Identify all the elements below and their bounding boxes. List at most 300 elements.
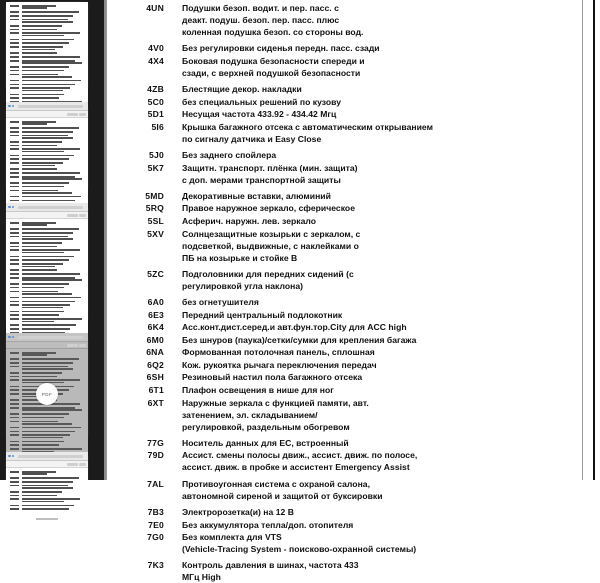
- code-entry: [124, 384, 558, 396]
- entry-code: 6E3: [148, 309, 164, 320]
- entry-description-line: Контроль давления в шинах, частота 433: [182, 560, 359, 571]
- code-entry: [124, 121, 558, 145]
- code-entry: [124, 83, 558, 95]
- entry-description-line: деакт. подуш. безоп. пер. пасс. плюс: [182, 15, 340, 26]
- thumbnail-text-row: [10, 11, 84, 13]
- thumbnail-page-1[interactable]: [6, 2, 88, 93]
- thumbnail-text-row: [10, 15, 84, 17]
- code-entry: [124, 506, 558, 518]
- thumbnail-line-glyph: [22, 372, 84, 374]
- thumbnail-code-glyph: [10, 121, 19, 123]
- thumbnail-code-glyph: [10, 5, 19, 7]
- thumbnail-line-glyph: [22, 471, 84, 476]
- thumbnail-code-glyph: [10, 200, 19, 202]
- thumbnail-text-row: [10, 495, 84, 497]
- thumbnail-code-glyph: [10, 498, 19, 500]
- thumbnail-code-glyph: [10, 328, 19, 330]
- entry-description: [182, 268, 558, 292]
- thumbnail-text-row: [10, 182, 84, 184]
- thumbnail-line-glyph: [22, 498, 84, 503]
- thumbnail-line-glyph: [22, 259, 84, 261]
- thumbnail-line-glyph: [22, 121, 84, 126]
- thumbnail-line-glyph: [22, 186, 84, 188]
- thumbnail-line-glyph: [22, 236, 84, 241]
- thumbnail-text-row: [10, 417, 84, 419]
- code-entry: [124, 346, 558, 358]
- thumbnail-code-glyph: [10, 135, 19, 137]
- thumbnail-text-row: [10, 358, 84, 360]
- thumbnail-text-row: [10, 127, 84, 129]
- entry-description-line: Блестящие декор. накладки: [182, 84, 302, 95]
- entry-code: 4X4: [148, 55, 164, 66]
- thumbnail-text-row: [10, 70, 84, 72]
- thumbnail-line-glyph: [22, 25, 84, 27]
- thumbnail-text-row: [10, 477, 84, 479]
- thumbnail-code-glyph: [10, 11, 19, 13]
- thumbnail-code-glyph: [10, 232, 19, 234]
- thumbnail-code-glyph: [10, 25, 19, 27]
- thumbnail-line-glyph: [22, 431, 84, 433]
- thumbnail-code-glyph: [10, 441, 19, 443]
- thumbnail-text-row: [10, 19, 84, 24]
- thumbnail-line-glyph: [22, 246, 84, 248]
- entry-description-line: МГц High: [182, 572, 221, 583]
- entry-description: [182, 506, 558, 518]
- entry-description: [182, 202, 558, 214]
- entry-code: 7E0: [148, 519, 164, 530]
- thumbnail-code-glyph: [10, 407, 19, 409]
- entry-description: [182, 42, 558, 54]
- thumbnail-line-glyph: [22, 32, 84, 37]
- code-entry: [124, 334, 558, 346]
- thumbnail-text-row: [10, 121, 84, 126]
- code-entry: [124, 449, 558, 473]
- thumbnail-toolbar: [6, 212, 88, 219]
- thumbnail-line-glyph: [22, 297, 84, 299]
- entry-description: [182, 449, 558, 473]
- thumbnail-text-row: [10, 162, 84, 167]
- thumbnail-line-glyph: [22, 158, 84, 160]
- thumbnail-code-glyph: [10, 291, 19, 293]
- thumbnail-text-row: [10, 32, 84, 37]
- thumbnail-code-glyph: [10, 141, 19, 143]
- code-entry: [124, 42, 558, 54]
- entry-description-line: без специальных решений по кузову: [182, 96, 342, 107]
- thumbnail-code-glyph: [10, 249, 19, 251]
- thumbnail-line-glyph: [22, 127, 84, 129]
- entry-description: [182, 96, 558, 108]
- page-thumbnail-sidebar[interactable]: [0, 0, 104, 480]
- thumbnail-toolbar: [6, 461, 88, 468]
- thumbnail-text-row: [10, 190, 84, 195]
- thumbnail-line-glyph: [22, 148, 84, 153]
- thumbnail-line-glyph: [22, 39, 84, 41]
- thumbnail-code-glyph: [10, 362, 19, 364]
- thumbnail-code-glyph: [10, 162, 19, 164]
- entry-description-line: регулировкой, раздельным обогревом: [182, 421, 350, 432]
- code-entry: [124, 190, 558, 202]
- thumbnail-page-footer: [6, 516, 88, 522]
- thumbnail-text-row: [10, 176, 84, 181]
- thumbnail-code-glyph: [10, 287, 19, 289]
- entry-code: 6Q2: [147, 359, 164, 370]
- browser-address-bar: [18, 455, 83, 458]
- code-entry: [124, 296, 558, 308]
- entry-description-line: Наружные зеркала с функцией памяти, авт.: [182, 397, 369, 408]
- thumbnail-browser-chrome: [6, 203, 88, 212]
- thumbnail-line-glyph: [22, 379, 84, 384]
- entry-description-line: Защитн. транспорт. плёнка (мин. защита): [182, 162, 358, 173]
- entry-description: [182, 384, 558, 396]
- thumbnail-line-glyph: [22, 135, 84, 140]
- code-entry: [124, 359, 558, 371]
- thumbnail-code-glyph: [10, 311, 19, 313]
- thumbnail-line-glyph: [22, 66, 84, 68]
- code-entry: [124, 108, 558, 120]
- entry-description: [182, 478, 558, 502]
- thumbnail-line-glyph: [22, 481, 84, 483]
- thumbnail-code-glyph: [10, 389, 19, 391]
- thumbnail-footer-rule: [36, 518, 58, 520]
- entry-description: [182, 346, 558, 358]
- entry-description-line: (Vehicle-Tracing System - поисково-охранной системы): [182, 544, 417, 555]
- thumbnail-line-glyph: [22, 403, 84, 405]
- code-entry: [124, 371, 558, 383]
- browser-address-bar: [18, 206, 83, 209]
- thumbnail-text-row: [10, 141, 84, 143]
- thumbnail-line-glyph: [22, 413, 84, 415]
- thumbnail-code-glyph: [10, 52, 19, 54]
- thumbnail-code-glyph: [10, 477, 19, 479]
- thumbnail-text-row: [10, 314, 84, 316]
- entry-description-line: Асс.конт.дист.серед.и авт.фун.тор.City для ACC high: [182, 322, 407, 333]
- thumbnail-code-glyph: [10, 19, 19, 21]
- thumbnail-line-glyph: [22, 491, 84, 493]
- thumbnail-line-glyph: [22, 311, 84, 313]
- entry-description: [182, 108, 558, 120]
- thumbnail-text-row: [10, 246, 84, 248]
- page-right-edge-rule: [582, 0, 583, 480]
- thumbnail-line-glyph: [22, 318, 84, 323]
- thumbnail-text-row: [10, 471, 84, 476]
- entry-code: 6NA: [146, 347, 164, 358]
- thumbnail-text-row: [10, 145, 84, 147]
- entry-code: 4UN: [146, 3, 164, 13]
- thumbnail-code-glyph: [10, 304, 19, 306]
- thumbnail-line-glyph: [22, 145, 84, 147]
- thumbnail-code-glyph: [10, 32, 19, 34]
- thumbnail-toolbar: [6, 342, 88, 349]
- thumbnail-code-glyph: [10, 297, 19, 299]
- thumbnail-text-row: [10, 311, 84, 313]
- entry-description-line: автономной сиреной и защитой от буксировки: [182, 490, 383, 501]
- entry-description-line: Без заднего спойлера: [182, 150, 277, 161]
- thumbnail-text-row: [10, 328, 84, 330]
- thumbnail-code-glyph: [10, 97, 19, 99]
- toolbar-chip-icon: [67, 463, 78, 466]
- thumbnail-code-glyph: [10, 87, 19, 89]
- entry-description: [182, 531, 558, 555]
- entry-description: [182, 55, 558, 79]
- thumbnail-line-glyph: [22, 15, 84, 17]
- thumbnail-line-glyph: [22, 441, 84, 443]
- thumbnail-text-row: [10, 56, 84, 58]
- thumbnail-code-glyph: [10, 259, 19, 261]
- thumbnail-code-glyph: [10, 352, 19, 354]
- document-content[interactable]: [106, 0, 568, 583]
- thumbnail-code-glyph: [10, 80, 19, 82]
- thumbnail-code-glyph: [10, 39, 19, 41]
- thumbnail-text-row: [10, 508, 84, 510]
- thumbnail-text-row: [10, 74, 84, 79]
- entry-description-line: Без шнуров (паука)/сетки/сумки для крепления багажа: [182, 334, 417, 345]
- entry-description-line: Ассист. смены полосы движ., ассист. движ. по полосе,: [182, 450, 418, 461]
- entry-code: 5C0: [147, 96, 164, 107]
- entry-description: [182, 397, 558, 433]
- toolbar-chip-icon: [79, 463, 86, 466]
- browser-dot-icon: [8, 336, 11, 339]
- code-entry: [124, 531, 558, 555]
- entry-code: 5RQ: [145, 203, 164, 214]
- thumbnail-text-row: [10, 259, 84, 261]
- thumbnail-line-glyph: [22, 324, 84, 326]
- thumbnail-code-glyph: [10, 277, 19, 279]
- thumbnail-text-row: [10, 304, 84, 309]
- thumbnail-page-2[interactable]: [6, 102, 88, 194]
- thumbnail-code-glyph: [10, 56, 19, 58]
- thumbnail-code-glyph: [10, 60, 19, 62]
- code-entry: [124, 519, 558, 531]
- thumbnail-text-row: [10, 196, 84, 198]
- thumbnail-code-glyph: [10, 246, 19, 248]
- thumbnail-code-glyph: [10, 421, 19, 423]
- thumbnail-code-glyph: [10, 393, 19, 395]
- browser-address-bar: [18, 105, 83, 108]
- entry-description-line: Несущая частота 433.92 - 434.42 Мгц: [182, 109, 337, 120]
- thumbnail-text-row: [10, 362, 84, 364]
- thumbnail-line-glyph: [22, 273, 84, 275]
- thumbnail-code-glyph: [10, 176, 19, 178]
- thumbnail-code-glyph: [10, 444, 19, 446]
- thumbnail-code-glyph: [10, 269, 19, 271]
- thumbnail-code-glyph: [10, 324, 19, 326]
- entry-description-line: Передний центральный подлокотник: [182, 309, 343, 320]
- thumbnail-code-glyph: [10, 94, 19, 96]
- entry-description: [182, 162, 558, 186]
- entry-description: [182, 519, 558, 531]
- thumbnail-code-glyph: [10, 148, 19, 150]
- thumbnail-code-glyph: [10, 242, 19, 244]
- entry-description-line: Резиновый настил пола багажного отсека: [182, 372, 363, 383]
- thumbnail-text-row: [10, 366, 84, 371]
- thumbnail-line-glyph: [22, 495, 84, 497]
- thumbnail-code-glyph: [10, 256, 19, 258]
- thumbnail-code-glyph: [10, 29, 19, 31]
- thumbnail-line-glyph: [22, 222, 84, 227]
- entry-code: 6T1: [148, 384, 164, 395]
- thumbnail-code-glyph: [10, 413, 19, 415]
- code-entry: [124, 437, 558, 449]
- entry-code: 4V0: [148, 43, 164, 54]
- thumbnail-line-glyph: [22, 141, 84, 143]
- entry-description-line: Без регулировки сиденья передн. пасс. сзади: [182, 43, 380, 54]
- code-entry: [124, 478, 558, 502]
- thumbnail-line-glyph: [22, 155, 84, 157]
- thumbnail-text-row: [10, 444, 84, 446]
- code-entry: [124, 268, 558, 292]
- thumbnail-text-row: [10, 87, 84, 92]
- thumbnail-line-glyph: [22, 74, 84, 79]
- thumbnail-line-glyph: [22, 485, 84, 490]
- code-entry: [124, 215, 558, 227]
- thumbnail-line-glyph: [22, 362, 84, 364]
- entry-description-line: Боковая подушка безопасности спереди и: [182, 55, 365, 66]
- thumbnail-text-row: [10, 301, 84, 303]
- code-entry: [124, 149, 558, 161]
- thumbnail-line-glyph: [22, 232, 84, 234]
- browser-dot-icon: [8, 206, 11, 209]
- thumbnail-line-glyph: [22, 87, 84, 92]
- entry-description: [182, 228, 558, 264]
- entry-code: 5D1: [147, 109, 164, 120]
- thumbnail-text-row: [10, 407, 84, 412]
- thumbnail-code-glyph: [10, 358, 19, 360]
- thumbnail-line-glyph: [22, 11, 84, 13]
- thumbnail-text-row: [10, 256, 84, 258]
- thumbnail-code-glyph: [10, 485, 19, 487]
- thumbnail-line-glyph: [22, 190, 84, 195]
- thumbnail-text-row: [10, 46, 84, 51]
- thumbnail-code-glyph: [10, 263, 19, 265]
- thumbnail-text-row: [10, 277, 84, 282]
- entry-description-line: регулировкой угла наклона): [182, 280, 303, 291]
- entry-code: 7AL: [147, 478, 164, 489]
- entry-code: 4ZB: [147, 84, 164, 95]
- entry-code: 5J0: [149, 150, 164, 161]
- entry-code: 5I6: [151, 121, 164, 132]
- thumbnail-code-glyph: [10, 70, 19, 72]
- thumbnail-code-glyph: [10, 46, 19, 48]
- thumbnail-line-glyph: [22, 182, 84, 184]
- thumbnail-code-glyph: [10, 431, 19, 433]
- thumbnail-line-glyph: [22, 277, 84, 282]
- thumbnail-line-glyph: [22, 242, 84, 244]
- code-entry: [124, 55, 558, 79]
- thumbnail-text-row: [10, 172, 84, 174]
- thumbnail-line-glyph: [22, 417, 84, 419]
- thumbnail-text-row: [10, 222, 84, 227]
- thumbnail-code-glyph: [10, 427, 19, 429]
- thumbnail-text-row: [10, 263, 84, 268]
- entry-description-line: по сигналу датчика и Easy Close: [182, 133, 322, 144]
- thumbnail-text-row: [10, 491, 84, 493]
- thumbnail-code-glyph: [10, 283, 19, 285]
- thumbnail-line-glyph: [22, 172, 84, 174]
- entry-description-line: Электророзетка(и) на 12 В: [182, 506, 294, 517]
- entry-description-line: ассист. движ. в пробке и ассистент Emergency Assist: [182, 462, 410, 473]
- thumbnail-line-glyph: [22, 263, 84, 268]
- thumbnail-page-5[interactable]: [6, 452, 88, 512]
- thumbnail-code-glyph: [10, 399, 19, 401]
- thumbnail-text-row: [10, 481, 84, 483]
- thumbnail-text-row: [10, 42, 84, 44]
- code-entry: [124, 228, 558, 264]
- thumbnail-code-glyph: [10, 172, 19, 174]
- thumbnail-text-row: [10, 60, 84, 65]
- thumbnail-code-glyph: [10, 318, 19, 320]
- thumbnail-text-row: [10, 431, 84, 433]
- entry-description-line: Подушки безоп. водит. и пер. пасс. с: [182, 3, 339, 13]
- thumbnail-text-row: [10, 186, 84, 188]
- thumbnail-code-glyph: [10, 403, 19, 405]
- thumbnail-text-row: [10, 94, 84, 96]
- thumbnail-text-row: [10, 318, 84, 323]
- thumbnail-code-glyph: [10, 417, 19, 419]
- entry-description-line: Формованная потолочная панель, сплошная: [182, 347, 375, 358]
- entry-description-line: Без комплекта для VTS: [182, 532, 282, 543]
- entry-description-line: Правое наружное зеркало, сферическое: [182, 203, 355, 214]
- thumbnail-text-row: [10, 97, 84, 99]
- thumbnail-text-row: [10, 324, 84, 326]
- toolbar-chip-icon: [79, 344, 86, 347]
- thumbnail-line-glyph: [22, 421, 84, 426]
- thumbnail-code-glyph: [10, 66, 19, 68]
- thumbnail-line-glyph: [22, 19, 84, 24]
- thumbnail-page-body: [6, 468, 88, 516]
- thumbnail-code-glyph: [10, 127, 19, 129]
- entry-code: 6SH: [146, 372, 164, 383]
- thumbnail-text-row: [10, 66, 84, 68]
- thumbnail-line-glyph: [22, 70, 84, 72]
- thumbnail-text-row: [10, 249, 84, 254]
- entry-description-line: с доп. мерами транспортной защиты: [182, 174, 341, 185]
- toolbar-chip-icon: [67, 214, 78, 217]
- thumbnail-text-row: [10, 135, 84, 140]
- thumbnail-text-row: [10, 131, 84, 133]
- entry-code: 77G: [147, 437, 164, 448]
- thumbnail-line-glyph: [22, 505, 84, 507]
- entry-code: 6A0: [147, 297, 164, 308]
- entry-description: [182, 149, 558, 161]
- entry-description-line: Подголовники для передних сидений (с: [182, 268, 354, 279]
- browser-dot-icon: [8, 105, 11, 108]
- thumbnail-line-glyph: [22, 352, 84, 357]
- toolbar-chip-icon: [67, 344, 78, 347]
- thumbnail-code-glyph: [10, 158, 19, 160]
- entry-code: 5XV: [147, 228, 164, 239]
- toolbar-chip-icon: [79, 214, 86, 217]
- code-entry: [124, 397, 558, 433]
- thumbnail-line-glyph: [22, 287, 84, 289]
- entry-code: 5SL: [147, 216, 164, 226]
- thumbnail-code-glyph: [10, 131, 19, 133]
- thumbnail-code-glyph: [10, 15, 19, 17]
- entry-description-line: Носитель данных для ЕС, встроенный: [182, 437, 349, 448]
- thumbnail-line-glyph: [22, 444, 84, 446]
- thumbnail-code-glyph: [10, 190, 19, 192]
- thumbnail-code-glyph: [10, 491, 19, 493]
- toolbar-chip-icon: [79, 113, 86, 116]
- thumbnail-code-glyph: [10, 236, 19, 238]
- thumbnail-line-glyph: [22, 434, 84, 439]
- thumbnail-code-glyph: [10, 372, 19, 374]
- thumbnail-page-3[interactable]: [6, 203, 88, 324]
- thumbnail-code-glyph: [10, 379, 19, 381]
- document-page: [106, 0, 600, 583]
- thumbnail-code-glyph: [10, 222, 19, 224]
- thumbnail-line-glyph: [22, 84, 84, 86]
- entry-description: [182, 190, 558, 202]
